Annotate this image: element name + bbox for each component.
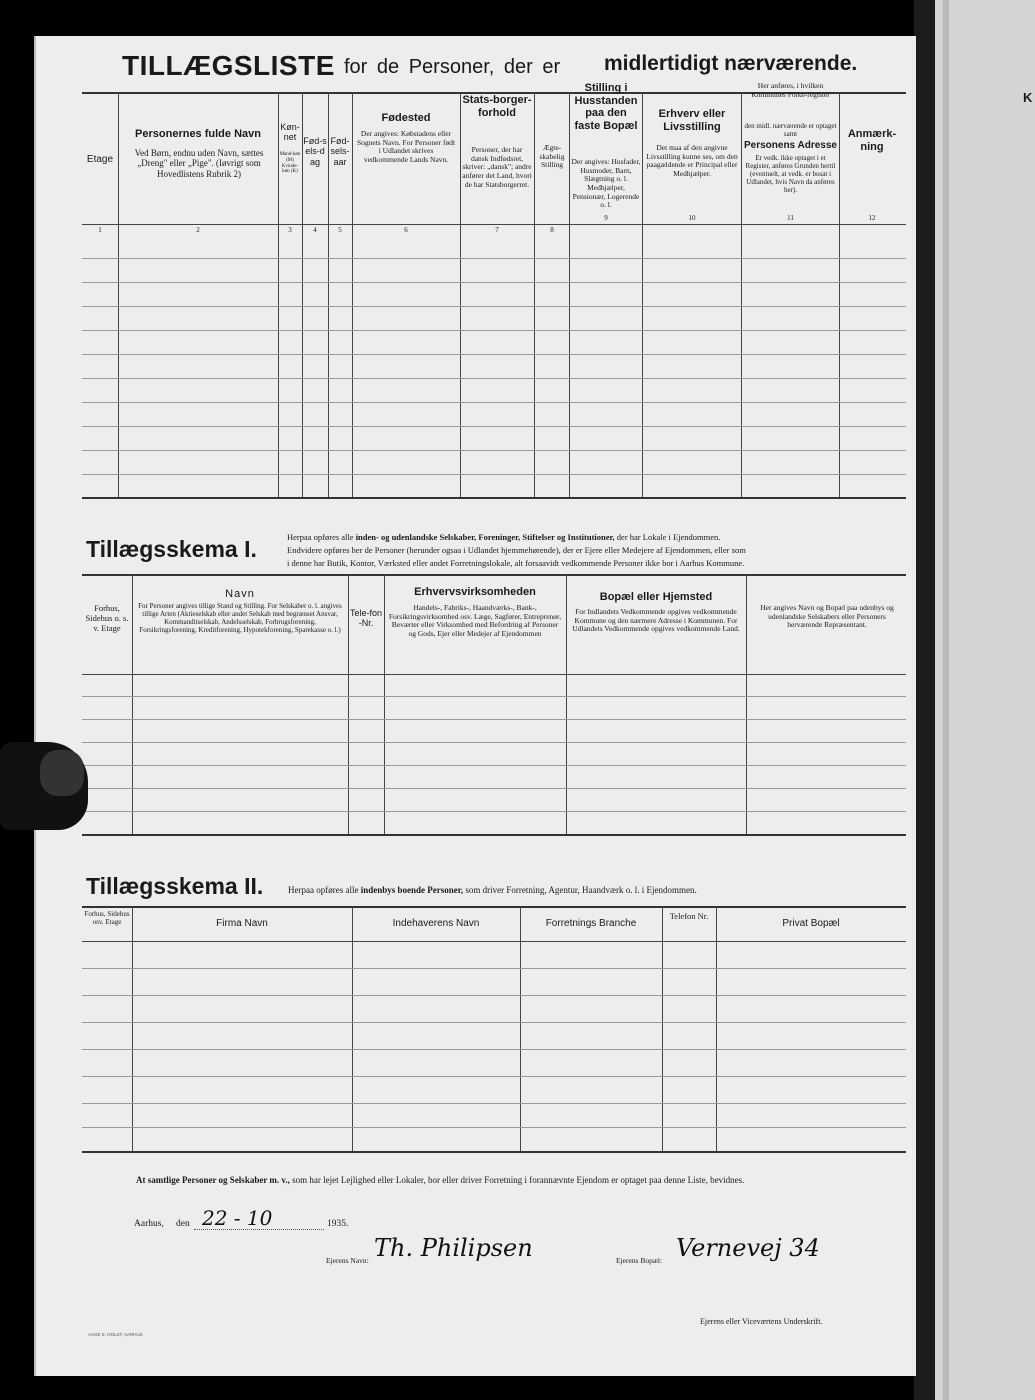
col-register-header-mid: den midl. nærværende er optaget samt [744, 122, 837, 139]
form-subtitle-b: midlertidigt nærværende. [604, 52, 858, 75]
col-num-9: 9 [604, 214, 608, 222]
col-num-11: 11 [787, 214, 794, 222]
skema2-col-owner: Indehaverens Navn [392, 918, 480, 929]
col-num-3: 3 [288, 226, 292, 234]
index-tab-highlight [40, 750, 84, 796]
skema2-col-phone: Telefon Nr. [669, 911, 709, 921]
col-etage-header: Etage [86, 154, 114, 165]
owner-name-label: Ejerens Navn: [326, 1256, 369, 1265]
skema1-col-residence-note: For Indlandets Vedkommende opgives vedkommende Kommune og den nærmere Adresse i Kommunen. For Udlandets Vedkommende opgives vedkommende Land. [572, 607, 740, 634]
col-num-8: 8 [550, 226, 554, 234]
owner-address-handwritten: Vernevej 34 [676, 1234, 820, 1262]
attestation-text: At samtlige Personer og Selskaber m. v., som har lejet Lejlighed eller Lokaler, bor eller driver Forretning i forannævnte Ejendom er optaget paa denne Liste, bevidnes. [136, 1175, 745, 1185]
book-spine [914, 0, 935, 1400]
col-num-10: 10 [688, 214, 696, 222]
col-marital-header: Ægte-skabelig Stilling [539, 143, 565, 170]
col-gender-header: Køn-net [280, 122, 300, 143]
skema2-title: Tillægsskema II. [86, 873, 264, 899]
col-citizenship-note: Personer, der har dansk Indfødsret, skriver: „dansk"; andre anfører det Land, hvori de har Statsborgerret. [462, 145, 532, 189]
col-num-12: 12 [868, 214, 876, 222]
form-title: TILLÆGSLISTE [122, 50, 335, 81]
right-page-fragment: K [1023, 90, 1033, 105]
city-label: Aarhus, [134, 1219, 164, 1229]
col-num-7: 7 [495, 226, 499, 234]
skema1-col-business-note: Handels-, Fabriks-, Haandværks-, Bank-, Forsikringsvirksomhed osv. Læge, Sagfører, Entreprenør, Beværter eller Virksomhed med Befordring af Personer og Gods, Ejer eller Medejer af Ejendommen [388, 603, 562, 638]
col-birthplace-header: Fødested [381, 112, 431, 124]
col-household-header: Stilling i Husstanden paa den faste Bopæl [574, 82, 638, 132]
col-remarks-header: Anmærk-ning [847, 128, 897, 153]
skema1-col-name-note: For Personer angives tillige Stand og Stilling. For Selskaber o. l. angives tillige Arten (Aktieselskab eller andet Selskab med begrænset Ansvar, Kommanditselskab, Andelsselskab, Forbrugsforening, Forsikringsforening, Kreditforening, Hypotekforening, Sparekasse o. l.) [138, 602, 342, 635]
col-num-6: 6 [404, 226, 408, 234]
skema1-col-name: Navn [225, 588, 255, 600]
col-occupation-header: Erhverv eller Livsstilling [658, 108, 726, 133]
skema1-title: Tillægsskema I. [86, 536, 257, 562]
col-num-4: 4 [313, 226, 317, 234]
col-birthday-header: Fød-sels-dag [303, 136, 327, 167]
col-birthplace-note: Der angives: Købstadens eller Sognets Navn. For Personer født i Udlandet skrives vedkommende Lands Navn. [356, 129, 456, 164]
skema2-col-firm: Firma Navn [216, 918, 268, 929]
skema1-col-phone: Tele-fon-Nr. [349, 608, 383, 629]
skema1-col-etage: Forhus, Sidehus o. s. v. Etage [85, 603, 129, 633]
col-citizenship-header: Stats-borger-forhold [462, 94, 532, 119]
owner-address-label: Ejerens Bopæl: [616, 1256, 663, 1265]
skema2-col-etage: Forhus, Sidehus osv. Etage [84, 910, 130, 927]
col-gender-note: Mand-køn (M) Kvinde-køn (K) [279, 152, 301, 175]
skema1-intro-line3: i denne har Butik, Kontor, Værksted eller andet Forretningslokale, alt forsaavidt vedkommende Personer ikke bor i Aarhus Kommune. [287, 558, 745, 568]
skema1-intro-line1: Herpaa opføres alle inden- og udenlandske Selskaber, Foreninger, Stiftelser og Institutioner, der har Lokale i Ejendommen. [287, 532, 721, 542]
skema2-col-private-address: Privat Bopæl [782, 918, 840, 929]
col-register-header-a: Her anføres, i hvilken Kommunes Folke-register [751, 81, 830, 99]
date-den-label: den [176, 1219, 190, 1229]
col-name-note: Ved Børn, endnu uden Navn, sættes „Dreng" eller „Pige". (Iøvrigt som Hovedlistens Rubrik 2) [134, 148, 264, 179]
col-register-header-b: Personens Adresse [743, 140, 837, 151]
skema2-intro: Herpaa opføres alle indenbys boende Personer, som driver Forretning, Agentur, Haandværk o. l. i Ejendommen. [288, 885, 697, 895]
col-register-note: Er vedk. ikke optaget i et Register, anføres Grunden hertil (eventuelt, at vedk. er bosat i Udlandet, hvis Navn da anføres her). [745, 154, 836, 195]
skema1-col-business: Erhvervsvirksomheden [414, 586, 536, 598]
col-name-header: Personernes fulde Navn [135, 128, 261, 140]
col-household-note: Der angives: Husfader, Husmoder, Barn, Slægtning o. l. Medhjælper, Pensionær, Logerende o. l. [571, 157, 641, 210]
skema1-intro-line2: Endvidere opføres her de Personer (herunder ogsaa i Udlandet hjemmehørende), der er Ejere eller Medejere af Ejendommen, eller som [287, 545, 746, 555]
skema2-col-branch: Forretnings Branche [545, 918, 637, 929]
date-handwritten: 22 - 10 [202, 1206, 273, 1230]
skema1-col-residence: Bopæl eller Hjemsted [599, 591, 713, 603]
printer-mark: AAGE E. HOLST, AARHUS [88, 1332, 143, 1337]
col-occupation-note: Det maa af den angivne Livsstilling kunne ses, om den paagældende er Principal eller Medhjælper. [646, 143, 738, 178]
form-page [34, 36, 916, 1376]
form-subtitle-a: for de Personer, der er [344, 56, 561, 78]
col-num-5: 5 [338, 226, 342, 234]
col-birthyear-header: Fød-sels-aar [330, 136, 350, 167]
skema1-col-representative-note: Her angives Navn og Bopæl paa udenbys og udenlandske Selskabers eller Personers herværende Repræsentant. [760, 603, 894, 630]
col-num-1: 1 [98, 226, 102, 234]
right-page [935, 0, 1035, 1400]
owner-name-handwritten: Th. Philipsen [374, 1234, 533, 1262]
signature-label: Ejerens eller Viceværtens Underskrift. [700, 1317, 823, 1326]
year-label: 1935. [327, 1219, 349, 1229]
col-num-2: 2 [196, 226, 200, 234]
